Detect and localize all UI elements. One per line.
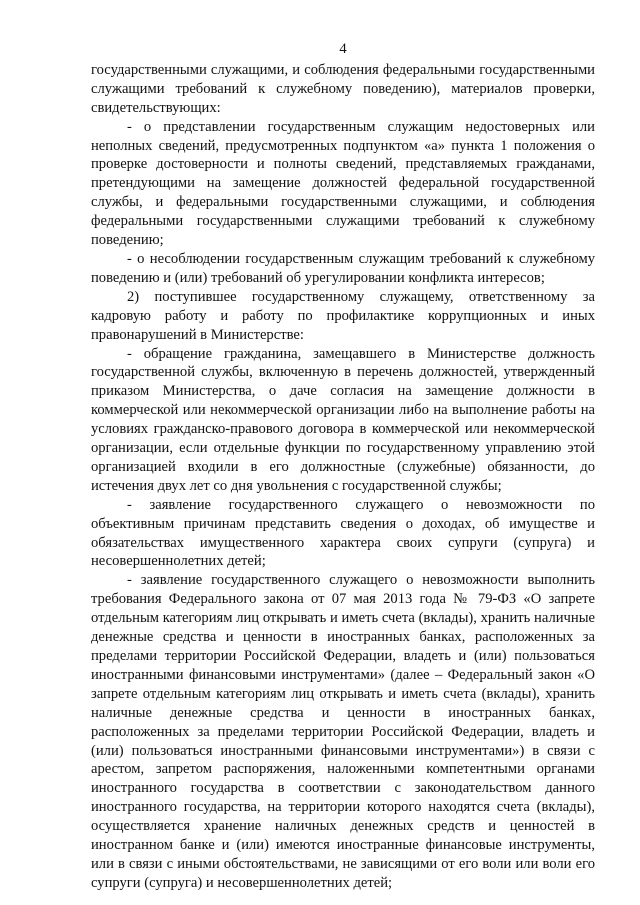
page-number: 4 <box>339 41 347 57</box>
list-item-foreign-accounts: - заявление государственного служащего о невозможности выполнить требования Федерального закона от 07 мая 2013 года № 79-ФЗ «О запрете отдельным категориям лиц открывать и иметь счета (вклады), хранить наличные денежные средства и ценности в иностранных банках, расположенных за пределами территории Российской Федерации, владеть и (или) пользоваться иностранными финансовыми инструментами» (далее – Федеральный закон «О запрете отдельным категориям лиц открывать и иметь счета (вклады), хранить наличные денежные средства и ценности в иностранных банках, расположенных за пределами территории Российской Федерации, владеть и (или) пользоваться иностранными финансовыми инструментами») в связи с арестом, запретом распоряжения, наложенными компетентными органами иностранного государства в соответствии с законодательством данного иностранного государства, на территории которого находятся счета (вклады), осуществляется хранение наличных денежных средств и ценностей в иностранном банке и (или) имеются иностранные финансовые инструменты, или в связи с иными обстоятельствами, не зависящими от его воли или воли его супруги (супруга) и несовершеннолетних детей; <box>91 572 595 891</box>
list-item-conduct-violation: - о несоблюдении государственным служащим требований к служебному поведению и (или) требований об урегулировании конфликта интересов; <box>91 250 595 286</box>
list-item-citizen-appeal: - обращение гражданина, замещавшего в Министерстве должность государственной службы, включенную в перечень должностей, утвержденный приказом Министерства, о даче согласия на замещение должности в коммерческой или некоммерческой организации либо на выполнение работы на условиях гражданско-правового договора в коммерческой или некоммерческой организации, если отдельные функции по государственному управлению этой организацией входили в его должностные (служебные) обязанности, до истечения двух лет со дня увольнения с государственной службы; <box>91 345 595 494</box>
list-item-false-info: - о представлении государственным служащим недостоверных или неполных сведений, предусмотренных подпунктом «а» пункта 1 положения о проверке достоверности и полноты сведений, представляемых гражданами, претендующими на замещение должностей федеральной государственной службы, и федеральными государственными служащими, и соблюдения федеральными государственными служащими требований к служебному поведению; <box>91 118 595 249</box>
list-item-income-statement: - заявление государственного служащего о невозможности по объективным причинам представить сведения о доходах, об имуществе и обязательствах имущественного характера своих супруги (супруга) и несовершеннолетних детей; <box>91 496 595 570</box>
paragraph-item-2: 2) поступившее государственному служащему, ответственному за кадровую работу и работу по профилактике коррупционных и иных правонарушений в Министерстве: <box>91 288 595 343</box>
document-page <box>91 40 595 893</box>
paragraph-continuation: государственными служащими, и соблюдения федеральными государственными служащими требований к служебному поведению), материалов проверки, свидетельствующих: <box>91 61 595 116</box>
